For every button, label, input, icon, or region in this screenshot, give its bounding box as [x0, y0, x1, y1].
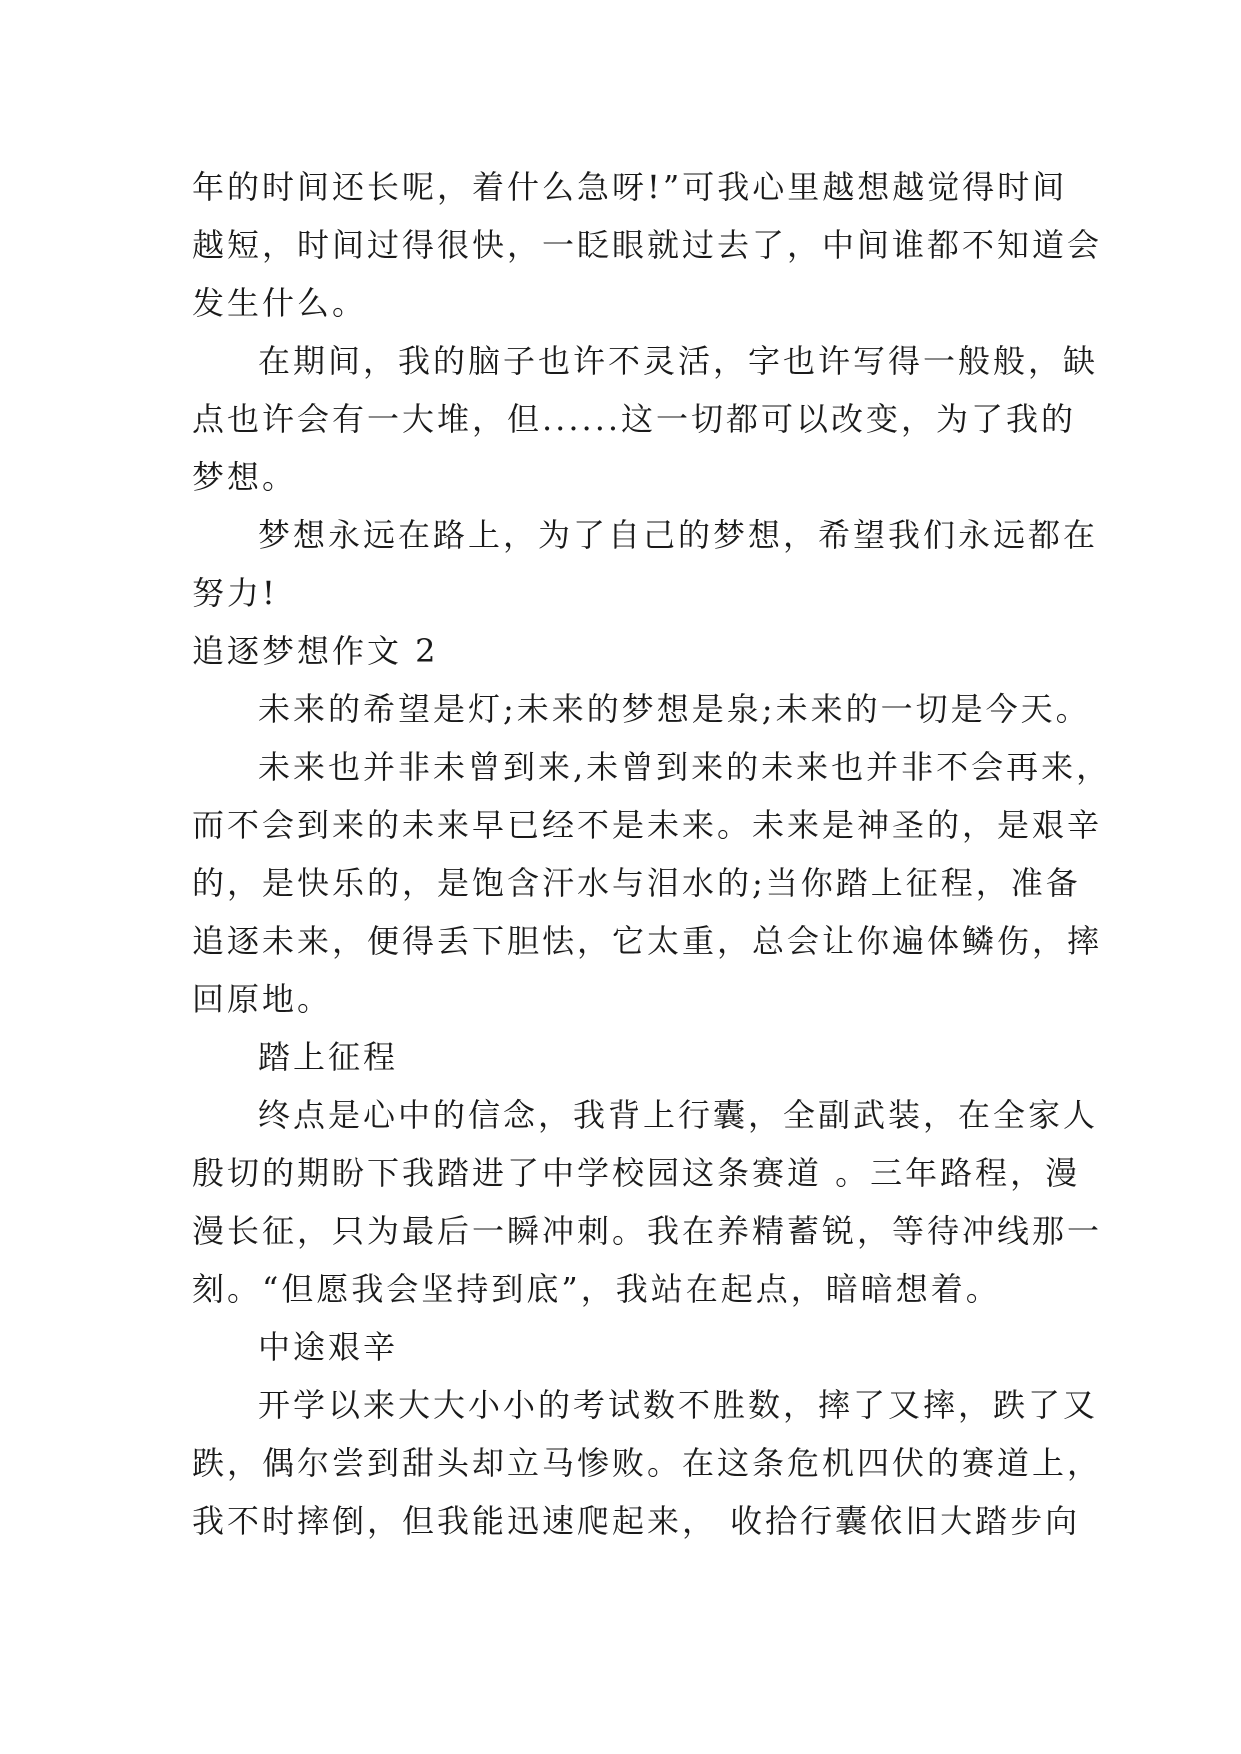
text-line: 踏上征程 [258, 1038, 399, 1076]
text-line: 的，是快乐的，是饱含汗水与泪水的;当你踏上征程，准备 [192, 864, 1081, 902]
text-line: 回原地。 [192, 980, 333, 1018]
text-line: 开学以来大大小小的考试数不胜数，摔了又摔，跌了又 [258, 1386, 1099, 1424]
text-line: 梦想永远在路上，为了自己的梦想，希望我们永远都在 [258, 516, 1099, 554]
text-line: 年的时间还长呢，着什么急呀!”可我心里越想越觉得时间 [192, 168, 1068, 206]
text-line: 点也许会有一大堆，但......这一切都可以改变，为了我的 [192, 400, 1077, 438]
text-line: 刻。“但愿我会坚持到底”，我站在起点，暗暗想着。 [192, 1270, 1001, 1308]
text-line: 跌，偶尔尝到甜头却立马惨败。在这条危机四伏的赛道上， [192, 1444, 1103, 1482]
text-line: 终点是心中的信念，我背上行囊，全副武装，在全家人 [258, 1096, 1099, 1134]
body-text [192, 158, 1112, 1550]
text-line: 我不时摔倒，但我能迅速爬起来， 收拾行囊依旧大踏步向 [192, 1502, 1081, 1540]
text-line: 越短，时间过得很快，一眨眼就过去了，中间谁都不知道会 [192, 226, 1103, 264]
text-line: 漫长征，只为最后一瞬冲刺。我在养精蓄锐，等待冲线那一 [192, 1212, 1103, 1250]
text-line: 殷切的期盼下我踏进了中学校园这条赛道 。三年路程，漫 [192, 1154, 1081, 1192]
text-line: 发生什么。 [192, 284, 368, 322]
text-line: 未来也并非未曾到来,未曾到来的未来也并非不会再来， [258, 748, 1112, 786]
text-line: 梦想。 [192, 458, 298, 496]
text-line: 追逐梦想作文 2 [192, 632, 439, 670]
text-line: 未来的希望是灯;未来的梦想是泉;未来的一切是今天。 [258, 690, 1091, 728]
text-line: 追逐未来，便得丢下胆怯，它太重，总会让你遍体鳞伤，摔 [192, 922, 1103, 960]
text-line: 在期间，我的脑子也许不灵活，字也许写得一般般，缺 [258, 342, 1099, 380]
text-line: 而不会到来的未来早已经不是未来。未来是神圣的，是艰辛 [192, 806, 1103, 844]
text-line: 努力! [192, 574, 278, 612]
text-line: 中途艰辛 [258, 1328, 399, 1366]
